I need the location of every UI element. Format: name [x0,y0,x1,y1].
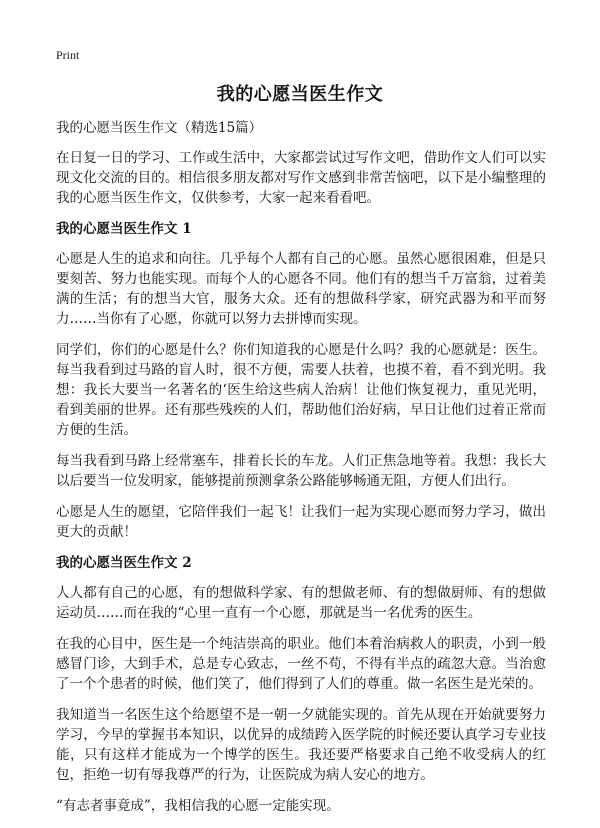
paragraph: 同学们，你们的心愿是什么？你们知道我的心愿是什么吗？我的心愿就是：医生。每当我看到过马路的盲人时，很不方便，需要人扶着，也摸不着，看不到光明。我想：我长大要当一名著名的‘医生给这些病人治病！让他们恢复视力，重见光明，看到美丽的世界。还有那些残疾的人们，帮助他们治好病，早日让他们过着正常而方便的生活。 [56,342,546,438]
paragraph: 每当我看到马路上经常塞车，排着长长的车龙。人们正焦急地等着。我想：我长大以后要当一位发明家，能够提前预测拿条公路能够畅通无阻，方便人们出行。 [56,453,546,489]
paragraph: 我知道当一名医生这个给愿望不是一朝一夕就能实现的。首先从现在开始就要努力学习，今早的掌握书本知识，以优异的成绩跨入医学院的时候还要认真学习专业技能，只有这样才能成为一个博学的医生。我还要严格要求自己绝不收受病人的红包，拒绝一切有辱我尊严的行为，让医院成为病人安心的地方。 [56,707,546,783]
section-heading-2: 我的心愿当医生作文 2 [56,555,192,571]
paragraph: 人人都有自己的心愿，有的想做科学家、有的想做老师、有的想做厨师、有的想做运动员……而在我的“心里一直有一个心愿，那就是当一名优秀的医生。 [56,585,546,621]
section-heading-1: 我的心愿当医生作文 1 [56,221,192,237]
intro-paragraph: 在日复一日的学习、工作或生活中，大家都尝试过写作文吧，借助作文人们可以实现文化交流的目的。相信很多朋友都对写作文感到非常苦恼吧，以下是小编整理的我的心愿当医生作文，仅供参考，大家一起来看看吧。 [56,150,546,206]
paragraph: 心愿是人生的追求和向往。几乎每个人都有自己的心愿。虽然心愿很困难，但是只要刻苦、努力也能实现。而每个人的心愿各不同。他们有的想当千万富翁，过着美满的生活；有的想当大官，服务大众。还有的想做科学家，研究武器为和平而努力……当你有了心愿，你就可以努力去拼博而实现。 [56,251,546,327]
page-title: 我的心愿当医生作文 [216,84,384,105]
print-link[interactable]: Print [56,48,80,62]
document-subtitle: 我的心愿当医生作文（精选15篇） [56,120,263,136]
paragraph: 在我的心目中，医生是一个纯洁崇高的职业。他们本着治病救人的职责，小到一般感冒门诊，大到手术，总是专心致志，一丝不苟，不得有半点的疏忽大意。当治愈了一个个患者的时候，他们笑了，他们得到了人们的尊重。做一名医生是光荣的。 [56,636,546,692]
paragraph: “有志者事竟成”，我相信我的心愿一定能实现。 [56,798,340,814]
paragraph: 心愿是人生的愿望，它陪伴我们一起飞！让我们一起为实现心愿而努力学习，做出更大的贡献！ [56,504,546,540]
document-body [56,118,546,827]
